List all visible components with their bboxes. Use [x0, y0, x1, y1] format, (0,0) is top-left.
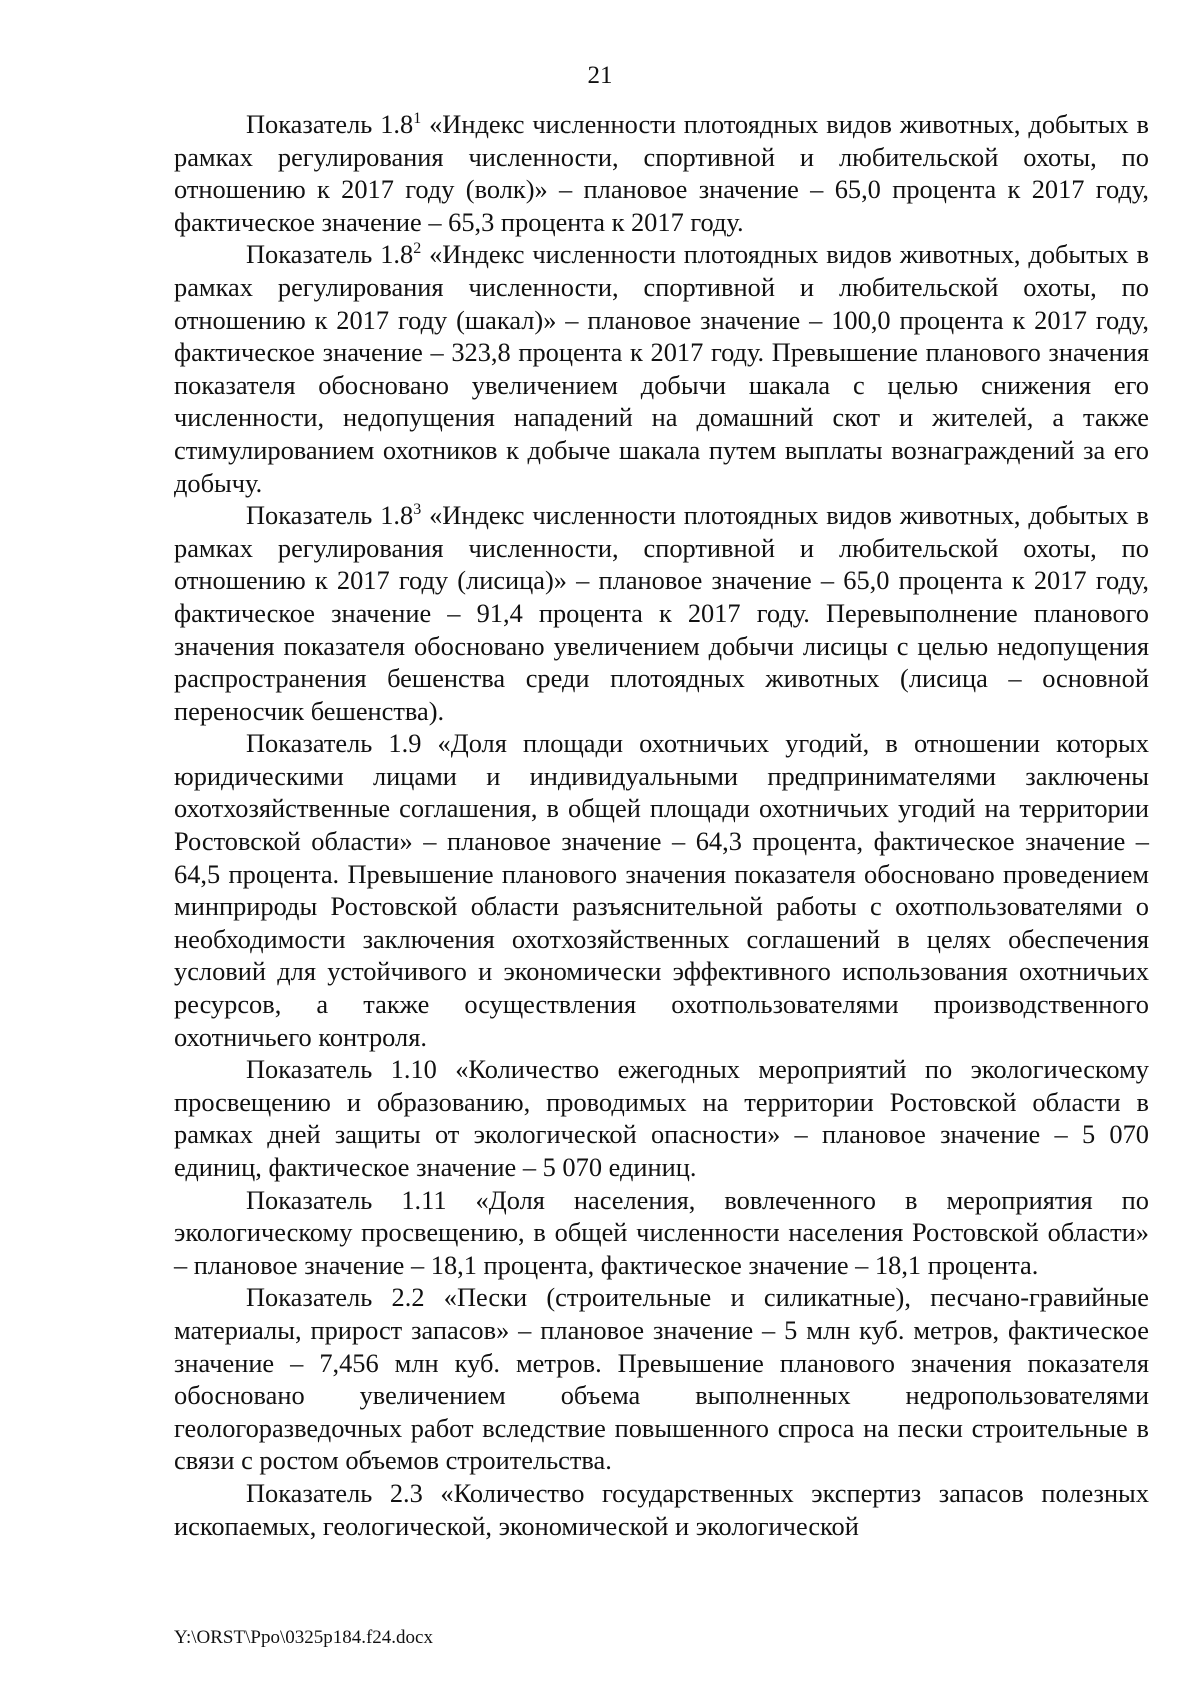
paragraph-text: «Индекс численности плотоядных видов животных, добытых в рамках регулирования численности, спортивной и любительской охоты, по отношению к 2017 году (лисица)» – плановое значение – 65,0 процента к 2017 году, фактическое значение – 91,4 процента к 2017 году. Перевыполнение планового значения показателя обосновано увеличением добычи лисицы с целью недопущения распространения бешенства среди плотоядных животных (лисица – основной переносчик бешенства). — [174, 500, 1149, 726]
indicator-label: Показатель 2.3 — [246, 1477, 423, 1508]
indicator-label: Показатель 1.8 — [246, 109, 414, 139]
indicator-superscript: 1 — [413, 110, 422, 128]
paragraph-indicator-2-3 — [174, 1477, 1149, 1542]
indicator-label: Показатель 1.11 — [246, 1184, 447, 1215]
indicator-label: Показатель 1.9 — [246, 728, 422, 759]
paragraph-indicator-1-11 — [174, 1184, 1149, 1282]
indicator-superscript: 3 — [413, 501, 422, 519]
indicator-superscript: 2 — [413, 240, 422, 258]
footer-file-path: Y:\ORST\Ppo\0325p184.f24.docx — [174, 1627, 433, 1648]
paragraph-text: «Доля площади охотничьих угодий, в отношении которых юридическими лицами и индивидуальными предпринимателями заключены охотхозяйственные соглашения, в общей площади охотничьих угодий на территории Ростовской области» – плановое значение – 64,3 процента, фактическое значение – 64,5 процента. Превышение планового значения показателя обосновано проведением минприроды Ростовской области разъяснительной работы с охотпользователями о необходимости заключения охотхозяйственных соглашений в целях обеспечения условий для устойчивого и экономически эффективного использования охотничьих ресурсов, а также осуществления охотпользователями производственного охотничьего контроля. — [174, 728, 1149, 1052]
paragraph-text: «Индекс численности плотоядных видов животных, добытых в рамках регулирования численности, спортивной и любительской охоты, по отношению к 2017 году (шакал)» – плановое значение – 100,0 процента к 2017 году, фактическое значение – 323,8 процента к 2017 году. Превышение планового значения показателя обосновано увеличением добычи шакала с целью снижения его численности, недопущения нападений на домашний скот и жителей, а также стимулированием охотников к добыче шакала путем выплаты вознаграждений за его добычу. — [174, 239, 1149, 498]
paragraph-indicator-1-10 — [174, 1053, 1149, 1183]
body-text — [174, 108, 1149, 1542]
indicator-label: Показатель 1.8 — [246, 500, 414, 531]
paragraph-indicator-2-2 — [174, 1281, 1149, 1477]
indicator-label: Показатель 2.2 — [246, 1282, 425, 1313]
paragraph-indicator-1-9 — [174, 727, 1149, 1053]
page-number: 21 — [587, 62, 613, 89]
paragraph-indicator-1-8-2 — [174, 238, 1149, 499]
paragraph-text: «Индекс численности плотоядных видов животных, добытых в рамках регулирования численности, спортивной и любительской охоты, по отношению к 2017 году (волк)» – плановое значение – 65,0 процента к 2017 году, фактическое значение – 65,3 процента к 2017 году. — [174, 109, 1149, 237]
paragraph-indicator-1-8-1 — [174, 108, 1149, 238]
paragraph-text: «Количество ежегодных мероприятий по экологическому просвещению и образованию, проводимых на территории Ростовской области в рамках дней защиты от экологической опасности» – плановое значение – 5 070 единиц, фактическое значение – 5 070 единиц. — [174, 1054, 1149, 1182]
paragraph-text: «Пески (строительные и силикатные), песчано-гравийные материалы, прирост запасов» – плановое значение – 5 млн куб. метров, фактическое значение – 7,456 млн куб. метров. Превышение планового значения показателя обосновано увеличением объема выполненных недропользователями геологоразведочных работ вследствие повышенного спроса на пески строительные в связи с ростом объемов строительства. — [174, 1282, 1149, 1476]
indicator-label: Показатель 1.8 — [246, 239, 414, 270]
indicator-label: Показатель 1.10 — [246, 1054, 437, 1085]
paragraph-text: «Доля населения, вовлеченного в мероприятия по экологическому просвещению, в общей численности населения Ростовской области» – плановое значение – 18,1 процента, фактическое значение – 18,1 процента. — [174, 1184, 1150, 1280]
paragraph-text: «Количество государственных экспертиз запасов полезных ископаемых, геологической, экономической и экологической — [174, 1477, 1149, 1541]
paragraph-indicator-1-8-3 — [174, 499, 1149, 727]
